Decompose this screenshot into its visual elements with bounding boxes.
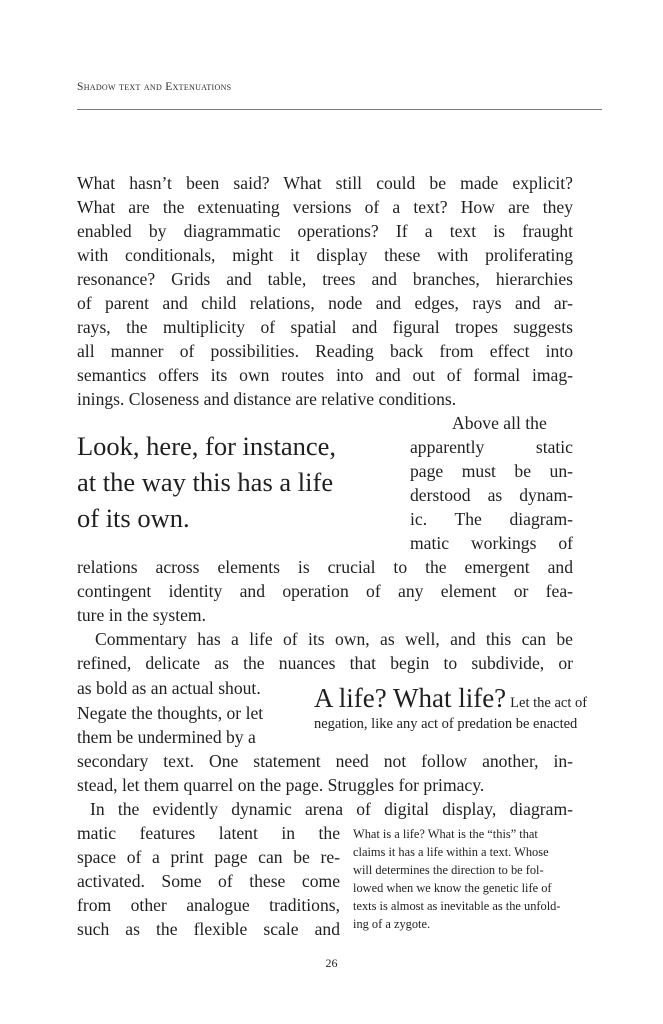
text-line: contingent identity and operation of any element or fea- bbox=[77, 581, 573, 601]
text-line: apparently static bbox=[410, 437, 573, 457]
text-line: Negate the thoughts, or let bbox=[77, 703, 264, 723]
aside-line: What is a life? What is the “this” that bbox=[353, 827, 538, 841]
text-line: ic. The diagram- bbox=[410, 509, 573, 529]
text-line: What are the extenuating versions of a text? How are they bbox=[77, 197, 573, 217]
pull-quote-line: Look, here, for instance, bbox=[77, 431, 337, 461]
pull-quote-line: at the way this has a life bbox=[77, 467, 334, 497]
text-line: In the evidently dynamic arena of digital display, diagram- bbox=[90, 799, 573, 819]
text-line: What hasn’t been said? What still could be made explicit? bbox=[77, 173, 573, 193]
text-line: all manner of possibilities. Reading back from effect into bbox=[77, 341, 573, 361]
running-head: Shadow text and Extenuations bbox=[77, 81, 232, 93]
aside-line: will determines the direction to be fol- bbox=[353, 863, 544, 877]
text-line: of parent and child relations, node and edges, rays and ar- bbox=[77, 293, 573, 313]
text-line: Commentary has a life of its own, as well, and this can be bbox=[95, 629, 573, 649]
aside-line: ing of a zygote. bbox=[353, 917, 431, 931]
text-line: space of a print page can be re- bbox=[77, 847, 340, 867]
text-line: stead, let them quarrel on the page. Struggles for primacy. bbox=[77, 775, 485, 795]
shout-heading: A life? What life? bbox=[314, 683, 507, 713]
text-line: ture in the system. bbox=[77, 605, 206, 625]
text-line: as bold as an actual shout. bbox=[77, 678, 261, 698]
text-line: from other analogue traditions, bbox=[77, 895, 340, 915]
shout-line-2: negation, like any act of predation be enacted bbox=[314, 716, 578, 732]
text-line: with conditionals, might it display these with proliferating bbox=[77, 245, 573, 265]
aside-line: claims it has a life within a text. Whose bbox=[353, 845, 549, 859]
text-line: enabled by diagrammatic operations? If a text is fraught bbox=[77, 221, 573, 241]
text-line: page must be un- bbox=[410, 461, 573, 481]
aside-line: texts is almost as inevitable as the unfold- bbox=[353, 899, 561, 913]
text-line: such as the flexible scale and bbox=[77, 919, 340, 939]
text-line: matic features latent in the bbox=[77, 823, 340, 843]
header-rule bbox=[77, 109, 602, 110]
text-line: relations across elements is crucial to the emergent and bbox=[77, 557, 573, 577]
aside-line: lowed when we know the genetic life of bbox=[353, 881, 552, 895]
text-line: derstood as dynam- bbox=[410, 485, 573, 505]
text-line: Above all the bbox=[452, 413, 547, 433]
text-line: activated. Some of these come bbox=[77, 871, 340, 891]
shout-tail: Let the act of bbox=[510, 695, 588, 711]
text-line: inings. Closeness and distance are relative conditions. bbox=[77, 389, 457, 409]
text-line: matic workings of bbox=[410, 533, 573, 553]
pull-quote-line: of its own. bbox=[77, 503, 190, 533]
text-line: secondary text. One statement need not follow another, in- bbox=[77, 751, 573, 771]
text-line: resonance? Grids and table, trees and branches, hierarchies bbox=[77, 269, 573, 289]
text-line: semantics offers its own routes into and out of formal imag- bbox=[77, 365, 573, 385]
text-line: rays, the multiplicity of spatial and figural tropes suggests bbox=[77, 317, 573, 337]
page-number: 26 bbox=[325, 956, 338, 970]
text-line: them be undermined by a bbox=[77, 727, 256, 747]
text-line: refined, delicate as the nuances that begin to subdivide, or bbox=[77, 653, 573, 673]
